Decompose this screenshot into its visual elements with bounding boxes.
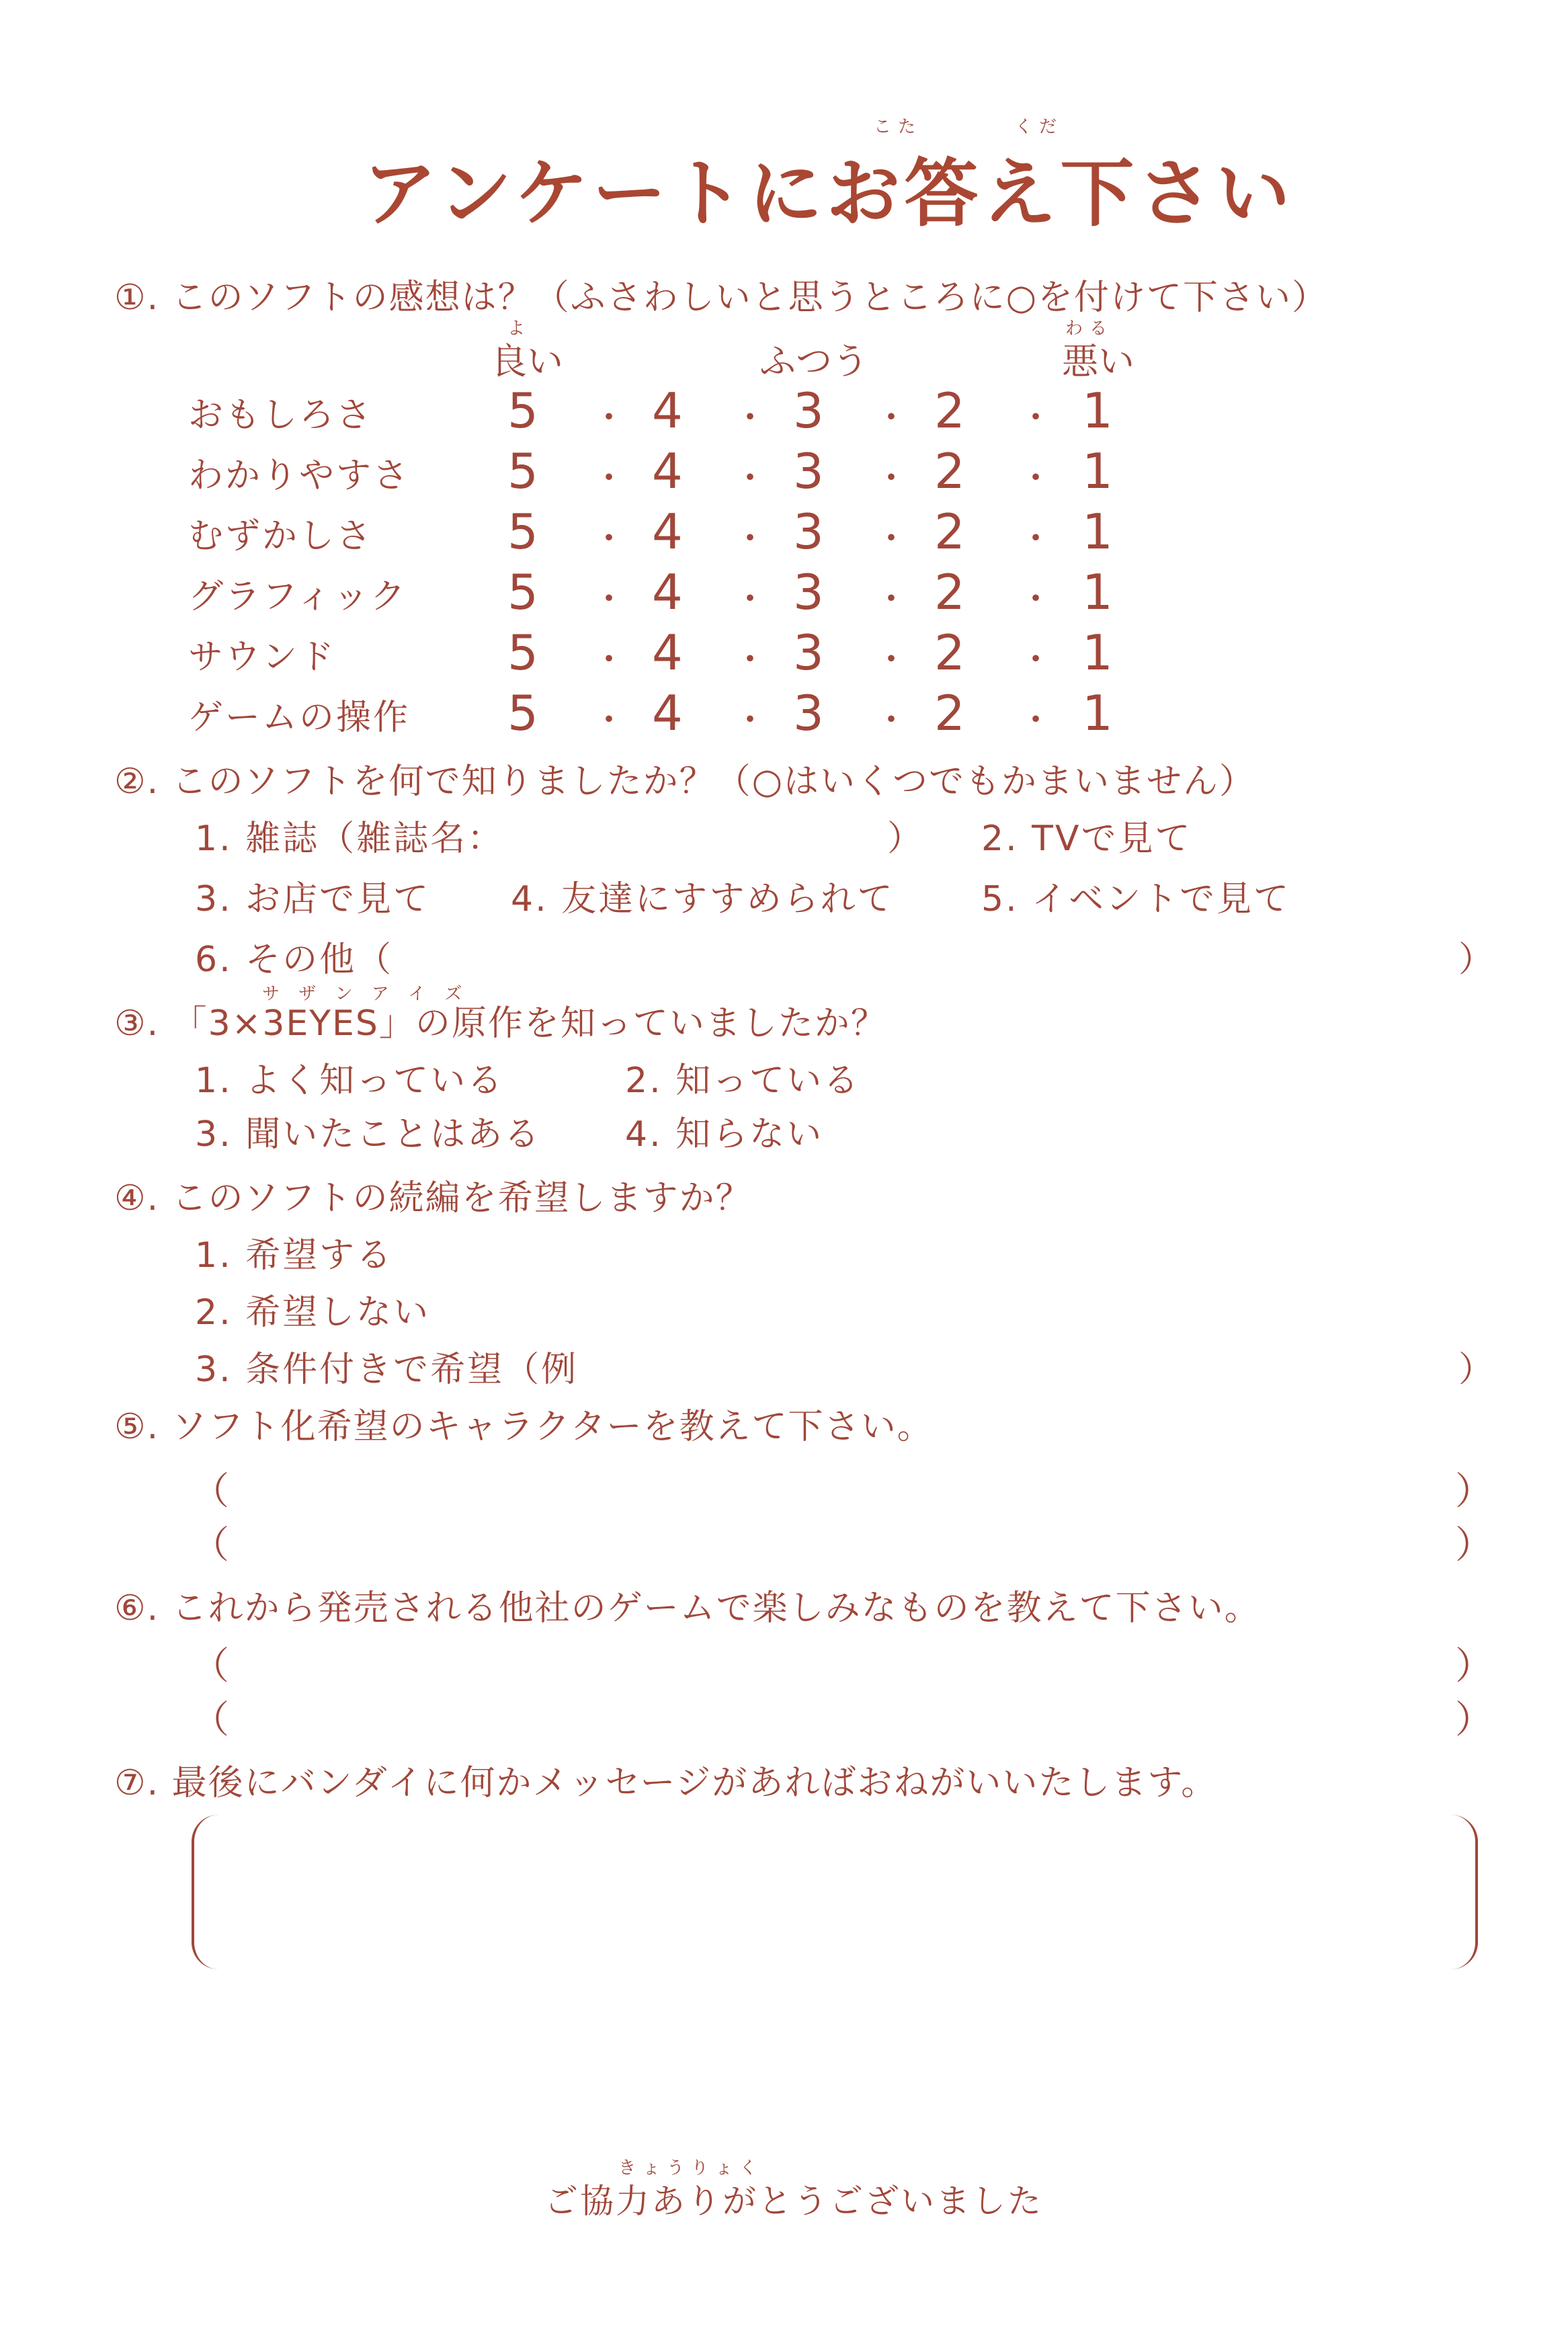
q1-rating-separator: ・ <box>874 458 909 499</box>
q1-question: ①. このソフトの感想は？（ふさわしいと思うところに○を付けて下さい） <box>114 278 1329 318</box>
footer-thanks: ご協力ありがとうございました <box>544 2182 1043 2221</box>
title-ruby-kota: こた <box>874 117 923 137</box>
q1-rating-label: グラフィック <box>188 577 407 617</box>
q2-option-1[interactable]: 1. 雑誌（雑誌名： <box>195 819 505 859</box>
q1-rating-separator: ・ <box>733 398 768 438</box>
q2-option-5[interactable]: 5. イベントで見て <box>981 879 1291 919</box>
q1-rating-separator: ・ <box>733 579 768 620</box>
q1-rating-option-3[interactable]: 3 <box>793 624 824 681</box>
q1-rating-separator: ・ <box>1018 519 1054 559</box>
q1-rating-option-2[interactable]: 2 <box>934 503 965 560</box>
q1-rating-option-5[interactable]: 5 <box>507 382 538 439</box>
q1-rating-row <box>188 503 1163 561</box>
q6-question: ⑥. これから発売される他社のゲームで楽しみなものを教えて下さい。 <box>114 1588 1261 1629</box>
q1-rating-separator: ・ <box>591 458 627 499</box>
q2-option-4[interactable]: 4. 友達にすすめられて <box>511 879 895 919</box>
q1-rating-row <box>188 685 1163 743</box>
q1-rating-label: わかりやすさ <box>188 456 411 496</box>
q6-line2-close: ） <box>1455 1698 1493 1742</box>
q1-rating-option-5[interactable]: 5 <box>507 443 538 499</box>
q1-rating-option-2[interactable]: 2 <box>934 624 965 681</box>
q1-rating-separator: ・ <box>591 640 627 680</box>
q3-question: ③. 「3×3EYES」の原作を知っていましたか？ <box>114 1003 887 1044</box>
q1-rating-separator: ・ <box>874 519 909 559</box>
q2-option-1-close: ） <box>887 819 925 859</box>
q7-question: ⑦. 最後にバンダイに何かメッセージがあればおねがいいたします。 <box>114 1763 1218 1803</box>
q1-scale-bad: 悪い <box>1062 340 1134 382</box>
q1-rating-label: ゲームの操作 <box>188 698 411 738</box>
q1-rating-separator: ・ <box>733 640 768 680</box>
q1-rating-separator: ・ <box>874 398 909 438</box>
q1-rating-separator: ・ <box>733 700 768 741</box>
q3-option-3[interactable]: 3. 聞いたことはある <box>195 1114 542 1155</box>
q1-scale-good: 良い <box>491 340 563 382</box>
q1-rating-option-4[interactable]: 4 <box>652 564 683 620</box>
q7-message-box-left-bracket <box>192 1815 221 1969</box>
q6-line1-open: （ <box>192 1645 229 1688</box>
q1-rating-separator: ・ <box>591 700 627 741</box>
q1-rating-row <box>188 564 1163 622</box>
q4-option-1[interactable]: 1. 希望する <box>195 1235 394 1276</box>
q1-rating-label: サウンド <box>188 637 337 677</box>
q3-title-ruby: サ ザ ン ア イ ズ <box>262 984 469 1004</box>
q3-option-4[interactable]: 4. 知らない <box>625 1114 824 1155</box>
q1-rating-option-5[interactable]: 5 <box>507 685 538 741</box>
q2-option-2[interactable]: 2. TVで見て <box>981 819 1192 859</box>
q1-rating-option-2[interactable]: 2 <box>934 564 965 620</box>
q1-rating-label: むずかしさ <box>188 516 374 557</box>
q1-rating-option-1[interactable]: 1 <box>1082 564 1113 620</box>
q2-option-6-close: ） <box>1458 940 1496 980</box>
q1-rating-option-1[interactable]: 1 <box>1082 624 1113 681</box>
q1-rating-option-2[interactable]: 2 <box>934 382 965 439</box>
q1-rating-separator: ・ <box>733 519 768 559</box>
q1-rating-separator: ・ <box>874 579 909 620</box>
q1-rating-option-4[interactable]: 4 <box>652 685 683 741</box>
q2-option-6[interactable]: 6. その他（ <box>195 940 394 980</box>
q4-question: ④. このソフトの続編を希望しますか？ <box>114 1178 752 1219</box>
q1-scale-normal: ふつう <box>759 340 868 382</box>
q1-rating-option-2[interactable]: 2 <box>934 443 965 499</box>
q1-rating-option-1[interactable]: 1 <box>1082 382 1113 439</box>
q1-rating-option-5[interactable]: 5 <box>507 564 538 620</box>
q7-message-box-right-bracket <box>1448 1815 1478 1969</box>
q1-rating-separator: ・ <box>1018 640 1054 680</box>
q1-rating-option-1[interactable]: 1 <box>1082 443 1113 499</box>
q1-rating-option-3[interactable]: 3 <box>793 564 824 620</box>
q1-rating-option-5[interactable]: 5 <box>507 624 538 681</box>
q3-option-2[interactable]: 2. 知っている <box>625 1061 861 1101</box>
q1-rating-separator: ・ <box>591 579 627 620</box>
q1-rating-row <box>188 624 1163 682</box>
q1-rating-option-4[interactable]: 4 <box>652 503 683 560</box>
q2-option-3[interactable]: 3. お店で見て <box>195 879 431 919</box>
q1-rating-option-1[interactable]: 1 <box>1082 685 1113 741</box>
q1-rating-option-3[interactable]: 3 <box>793 443 824 499</box>
q1-rating-separator: ・ <box>1018 458 1054 499</box>
q1-rating-separator: ・ <box>1018 579 1054 620</box>
q1-rating-label: おもしろさ <box>188 395 374 436</box>
q3-option-1[interactable]: 1. よく知っている <box>195 1061 505 1101</box>
q1-rating-option-2[interactable]: 2 <box>934 685 965 741</box>
q1-rating-option-4[interactable]: 4 <box>652 624 683 681</box>
q1-rating-option-3[interactable]: 3 <box>793 685 824 741</box>
q1-good-ruby: よ <box>507 319 532 339</box>
q5-line2-close: ） <box>1455 1524 1493 1567</box>
q1-rating-option-4[interactable]: 4 <box>652 382 683 439</box>
q5-line1-open: （ <box>192 1470 229 1514</box>
q4-option-3-close: ） <box>1458 1350 1496 1390</box>
q1-rating-separator: ・ <box>591 398 627 438</box>
q4-option-2[interactable]: 2. 希望しない <box>195 1292 431 1333</box>
q6-line2-open: （ <box>192 1698 229 1742</box>
q1-rating-option-3[interactable]: 3 <box>793 503 824 560</box>
q5-question: ⑤. ソフト化希望のキャラクターを教えて下さい。 <box>114 1407 934 1447</box>
q1-rating-separator: ・ <box>733 458 768 499</box>
q1-rating-row <box>188 443 1163 501</box>
title-ruby-kuda: くだ <box>1015 117 1064 137</box>
q1-rating-option-5[interactable]: 5 <box>507 503 538 560</box>
q5-line1-close: ） <box>1455 1470 1493 1514</box>
q1-rating-separator: ・ <box>1018 398 1054 438</box>
footer-ruby: きょうりょく <box>618 2158 764 2178</box>
page-title: アンケートにお答え下さい <box>363 151 1294 237</box>
q1-bad-ruby: わる <box>1065 319 1114 339</box>
q5-line2-open: （ <box>192 1524 229 1567</box>
q1-rating-row <box>188 382 1163 440</box>
q1-rating-separator: ・ <box>591 519 627 559</box>
q1-rating-separator: ・ <box>874 700 909 741</box>
q4-option-3[interactable]: 3. 条件付きで希望（例 <box>195 1350 579 1390</box>
q2-question: ②. このソフトを何で知りましたか？（○はいくつでもかまいません） <box>114 762 1256 802</box>
q1-rating-separator: ・ <box>874 640 909 680</box>
q1-rating-option-4[interactable]: 4 <box>652 443 683 499</box>
q6-line1-close: ） <box>1455 1645 1493 1688</box>
q1-rating-option-1[interactable]: 1 <box>1082 503 1113 560</box>
q1-rating-option-3[interactable]: 3 <box>793 382 824 439</box>
q1-rating-separator: ・ <box>1018 700 1054 741</box>
